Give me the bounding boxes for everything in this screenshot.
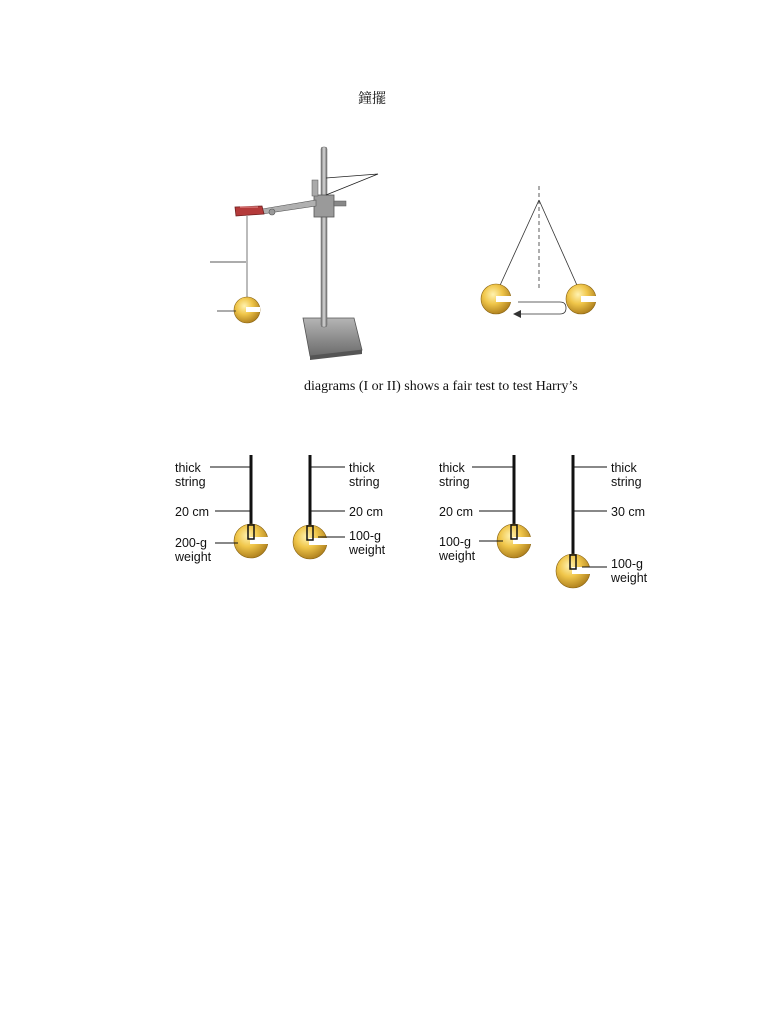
diagram-i-right-string-label-2: string <box>349 475 380 489</box>
swing-bob-left <box>481 284 513 314</box>
boss-head <box>314 195 334 217</box>
diagram-i-right-pendulum <box>293 455 386 559</box>
diagram-i-left-string-label-1: thick <box>175 461 201 475</box>
diagram-ii-left-weight-label-2: weight <box>439 549 476 563</box>
diagram-i-left-weight-label-1: 200-g <box>175 536 207 550</box>
diagram-ii <box>438 455 648 588</box>
diagram-ii-right-string-label-1: thick <box>611 461 637 475</box>
stand-base <box>303 318 362 356</box>
stand-rod <box>321 147 327 327</box>
diagram-i-right-weight-label-1: 100-g <box>349 529 381 543</box>
diagram-i-left-length-label: 20 cm <box>175 505 210 519</box>
diagram-ii-right-pendulum <box>556 455 648 588</box>
diagram-i-right-length-label: 20 cm <box>349 505 384 519</box>
diagram-ii-right-string-label-2: string <box>611 475 642 489</box>
diagram-ii-right-length-label: 30 cm <box>611 505 646 519</box>
retort-stand-illustration <box>210 147 378 360</box>
diagram-ii-left-string-label-1: thick <box>439 461 465 475</box>
diagram-i-left-weight-label-2: weight <box>175 550 212 564</box>
diagram-ii-right-weight-label-2: weight <box>611 571 648 585</box>
diagram-ii-left-weight-label-1: 100-g <box>439 535 471 549</box>
diagram-i-left-pendulum <box>174 455 270 564</box>
swing-bob-right <box>566 284 598 314</box>
swing-arrow <box>518 302 566 314</box>
pendulum-bob <box>234 297 260 323</box>
diagram-ii-right-weight-label-1: 100-g <box>611 557 643 571</box>
diagram-i-right-string-label-1: thick <box>349 461 375 475</box>
diagram-i <box>174 455 386 564</box>
swing-illustration <box>481 186 598 318</box>
diagram-ii-left-string-label-2: string <box>439 475 470 489</box>
page-title: 鐘擺 <box>358 91 386 107</box>
diagram-ii-left-pendulum <box>438 455 533 563</box>
diagram-ii-left-length-label: 20 cm <box>439 505 474 519</box>
diagram-i-right-weight-label-2: weight <box>349 543 386 557</box>
question-caption: diagrams (I or II) shows a fair test to test Harry’s <box>304 379 578 394</box>
diagram-i-left-string-label-2: string <box>175 475 206 489</box>
pointer-line-clamp <box>326 174 378 195</box>
